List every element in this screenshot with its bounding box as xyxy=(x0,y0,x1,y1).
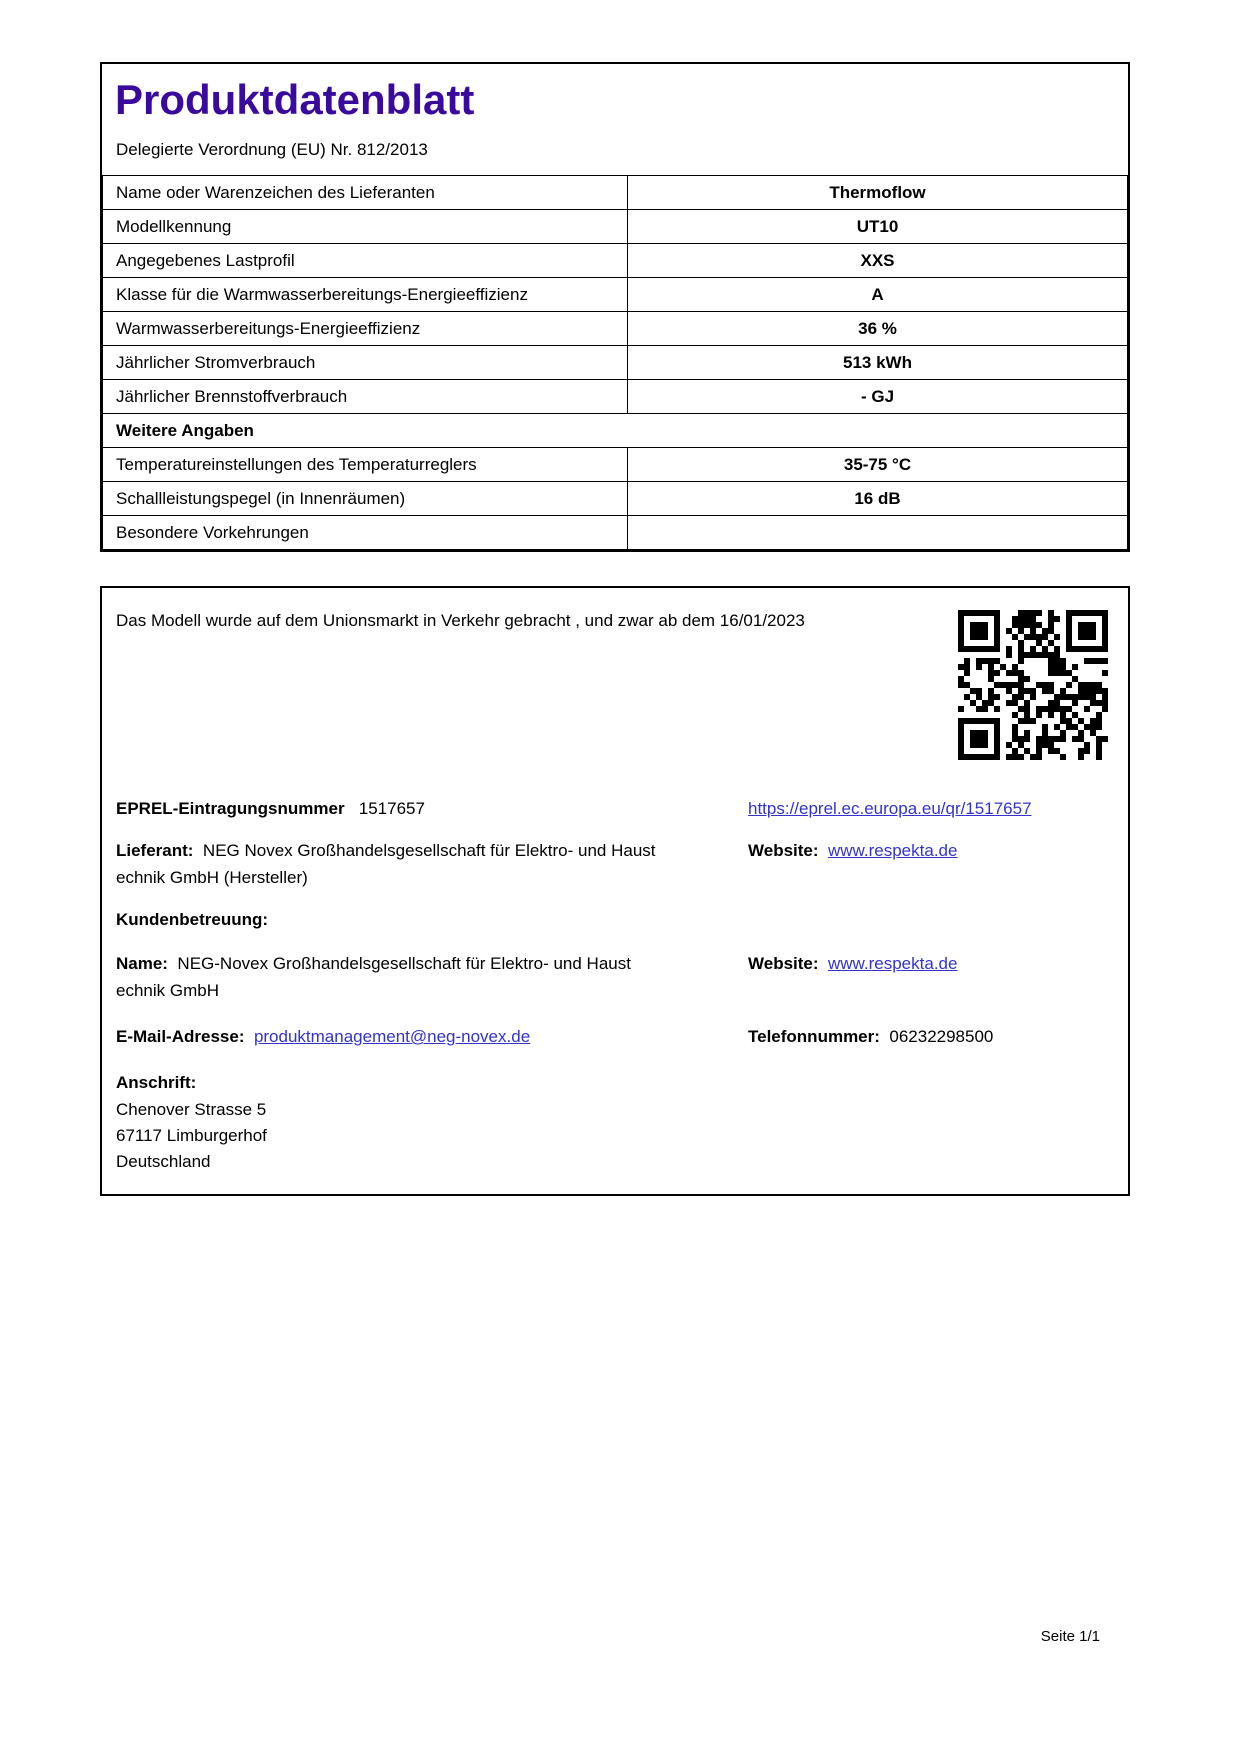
spec-row-value: A xyxy=(628,278,1128,312)
supplier-name-line1: NEG Novex Großhandelsgesellschaft für Elektro- und Haust xyxy=(202,841,656,861)
table-row xyxy=(103,346,1128,380)
eprel-number: 1517657 xyxy=(358,799,425,818)
contact-website-cell xyxy=(748,951,1110,1004)
supplier-row xyxy=(116,838,1110,891)
customer-care-heading: Kundenbetreuung: xyxy=(116,910,269,930)
spec-row-label: Besondere Vorkehrungen xyxy=(103,516,628,550)
address-line: Chenover Strasse 5 xyxy=(116,1099,267,1119)
spec-row-label: Angegebenes Lastprofil xyxy=(103,244,628,278)
market-statement-row xyxy=(116,604,1110,796)
spec-row-label: Jährlicher Brennstoffverbrauch xyxy=(103,380,628,414)
contact-name-line2: echnik GmbH xyxy=(116,980,219,1000)
table-row xyxy=(103,244,1128,278)
spec-row-value: 35-75 °C xyxy=(628,448,1128,482)
address-block xyxy=(116,1070,1110,1175)
table-row xyxy=(103,448,1128,482)
phone-number: 06232298500 xyxy=(889,1027,994,1047)
table-section-row xyxy=(103,414,1128,448)
supplier-info-box xyxy=(100,586,1130,1196)
contact-name-line1: NEG-Novex Großhandelsgesellschaft für Elektro- und Haust xyxy=(177,954,631,974)
email-cell xyxy=(116,1024,734,1050)
phone-label: Telefonnummer: xyxy=(748,1027,880,1047)
table-row xyxy=(103,312,1128,346)
table-row xyxy=(103,210,1128,244)
spec-row-label: Modellkennung xyxy=(103,210,628,244)
supplier-cell xyxy=(116,838,734,891)
supplier-website-link[interactable]: www.respekta.de xyxy=(828,841,958,861)
spec-row-label: Warmwasserbereitungs-Energieeffizienz xyxy=(103,312,628,346)
spec-row-value: 36 % xyxy=(628,312,1128,346)
website-label: Website: xyxy=(748,841,819,861)
qr-code xyxy=(958,610,1108,760)
spec-row-value: - GJ xyxy=(628,380,1128,414)
spec-row-value: XXS xyxy=(628,244,1128,278)
table-row xyxy=(103,482,1128,516)
page-number: Seite 1/1 xyxy=(1040,1628,1100,1645)
spec-row-label: Name oder Warenzeichen des Lieferanten xyxy=(103,176,628,210)
eprel-row xyxy=(116,796,1110,822)
email-link[interactable]: produktmanagement@neg-novex.de xyxy=(253,1027,531,1047)
contact-name-row xyxy=(116,951,1110,1004)
table-row xyxy=(103,380,1128,414)
eprel-number-cell xyxy=(116,796,734,822)
address-line: 67117 Limburgerhof xyxy=(116,1126,267,1146)
section-header: Weitere Angaben xyxy=(103,414,1128,448)
spec-row-value xyxy=(628,516,1128,550)
spec-row-value: 16 dB xyxy=(628,482,1128,516)
spec-table xyxy=(102,175,1128,550)
spec-row-label: Temperatureinstellungen des Temperaturreglers xyxy=(103,448,628,482)
eprel-link-cell xyxy=(748,796,1110,822)
table-row xyxy=(103,516,1128,550)
address-line: Deutschland xyxy=(116,1152,211,1172)
address-label: Anschrift: xyxy=(116,1073,197,1093)
contact-name-cell xyxy=(116,951,734,1004)
eprel-link[interactable]: https://eprel.ec.europa.eu/qr/1517657 xyxy=(748,799,1032,818)
spec-row-value: Thermoflow xyxy=(628,176,1128,210)
table-row xyxy=(103,278,1128,312)
supplier-label: Lieferant: xyxy=(116,841,194,861)
page-title: Produktdatenblatt xyxy=(115,76,475,123)
supplier-name-line2: echnik GmbH (Hersteller) xyxy=(116,867,308,887)
regulation-subtitle: Delegierte Verordnung (EU) Nr. 812/2013 xyxy=(116,140,428,160)
name-label: Name: xyxy=(116,954,168,974)
spec-row-label: Klasse für die Warmwasserbereitungs-Energieeffizienz xyxy=(103,278,628,312)
phone-cell xyxy=(748,1024,1110,1050)
supplier-website-cell xyxy=(748,838,1110,891)
website-label: Website: xyxy=(748,954,819,974)
spec-row-value: UT10 xyxy=(628,210,1128,244)
eprel-label: EPREL-Eintragungsnummer xyxy=(116,799,345,818)
contact-website-link[interactable]: www.respekta.de xyxy=(828,954,958,974)
product-datasheet-box xyxy=(100,62,1130,552)
market-statement: Das Modell wurde auf dem Unionsmarkt in Verkehr gebracht , und zwar ab dem 16/01/2023 xyxy=(116,611,805,630)
spec-row-label: Schallleistungspegel (in Innenräumen) xyxy=(103,482,628,516)
spec-row-value: 513 kWh xyxy=(628,346,1128,380)
spec-row-label: Jährlicher Stromverbrauch xyxy=(103,346,628,380)
email-label: E-Mail-Adresse: xyxy=(116,1027,245,1047)
table-row xyxy=(103,176,1128,210)
email-row xyxy=(116,1024,1110,1050)
